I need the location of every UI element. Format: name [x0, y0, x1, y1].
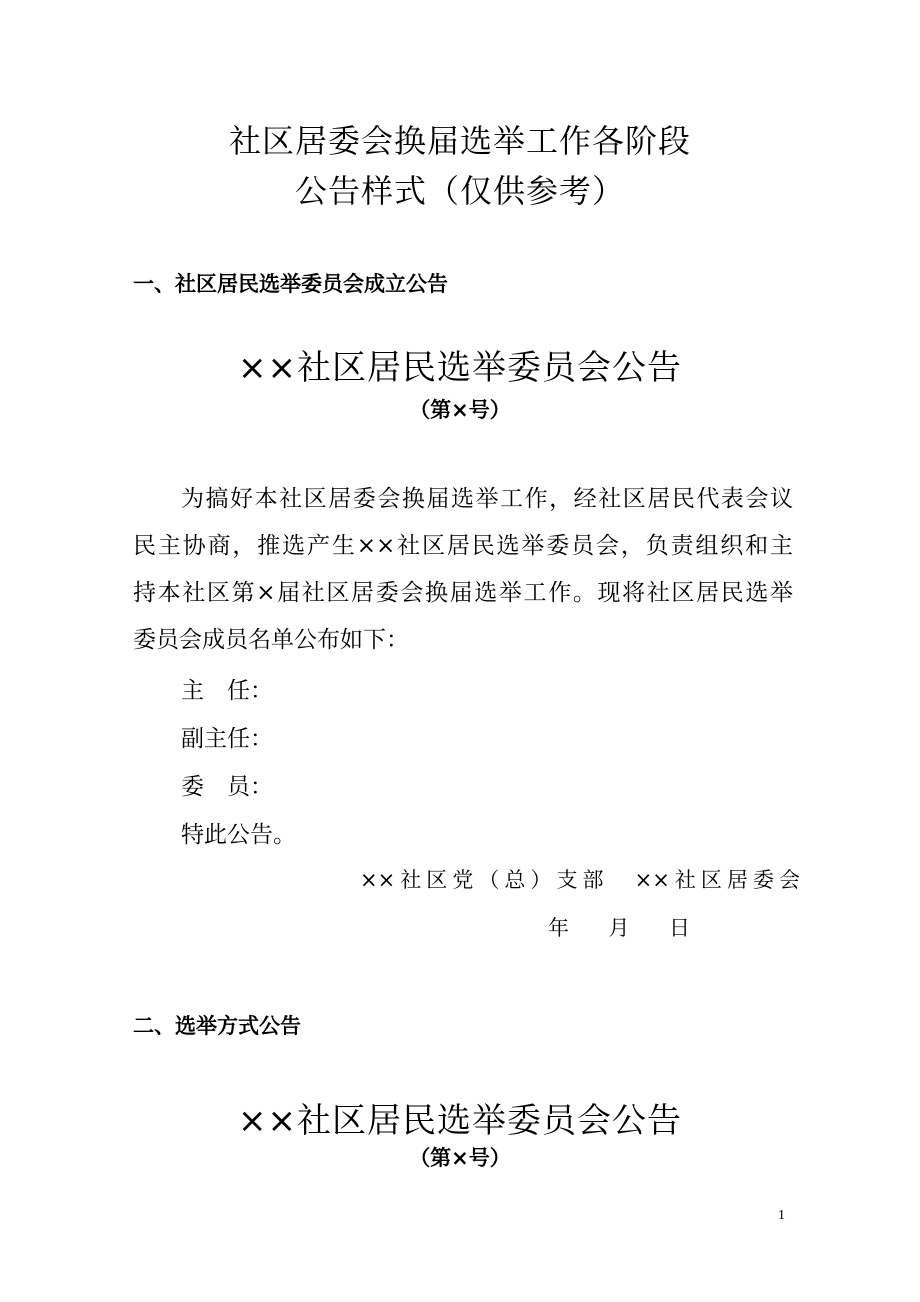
section-2-heading: 二、选举方式公告	[133, 1014, 301, 1038]
section-1-body-line: 民主协商，推选产生××社区居民选举委员会，负责组织和主	[133, 533, 793, 559]
section-1-body-line: 委员会成员名单公布如下：	[133, 627, 409, 653]
section-1-body-line: 为搞好本社区居委会换届选举工作，经社区居民代表会议	[181, 486, 793, 512]
closing-statement: 特此公告。	[181, 822, 296, 848]
section-2-notice-title: ××社区居民选举委员会公告	[238, 1101, 682, 1141]
roster-director-label: 主 任：	[181, 678, 273, 704]
page-number: 1	[778, 1208, 785, 1223]
signature-line: ××社区党（总）支部 ××社区居委会	[360, 868, 800, 892]
roster-member-label: 委 员：	[181, 774, 273, 800]
signature-date: 年 月 日	[548, 916, 690, 940]
section-1-notice-title: ××社区居民选举委员会公告	[238, 348, 682, 388]
document-title-line-2: 公告样式（仅供参考）	[294, 172, 625, 210]
section-1-body-line: 持本社区第×届社区居委会换届选举工作。现将社区居民选举	[133, 580, 793, 606]
section-1-heading: 一、社区居民选举委员会成立公告	[133, 272, 448, 296]
section-2-notice-number: （第×号）	[409, 1146, 511, 1170]
section-1-notice-number: （第×号）	[409, 398, 511, 422]
document-title-line-1: 社区居委会换届选举工作各阶段	[228, 122, 691, 160]
roster-deputy-director-label: 副主任：	[181, 726, 273, 752]
